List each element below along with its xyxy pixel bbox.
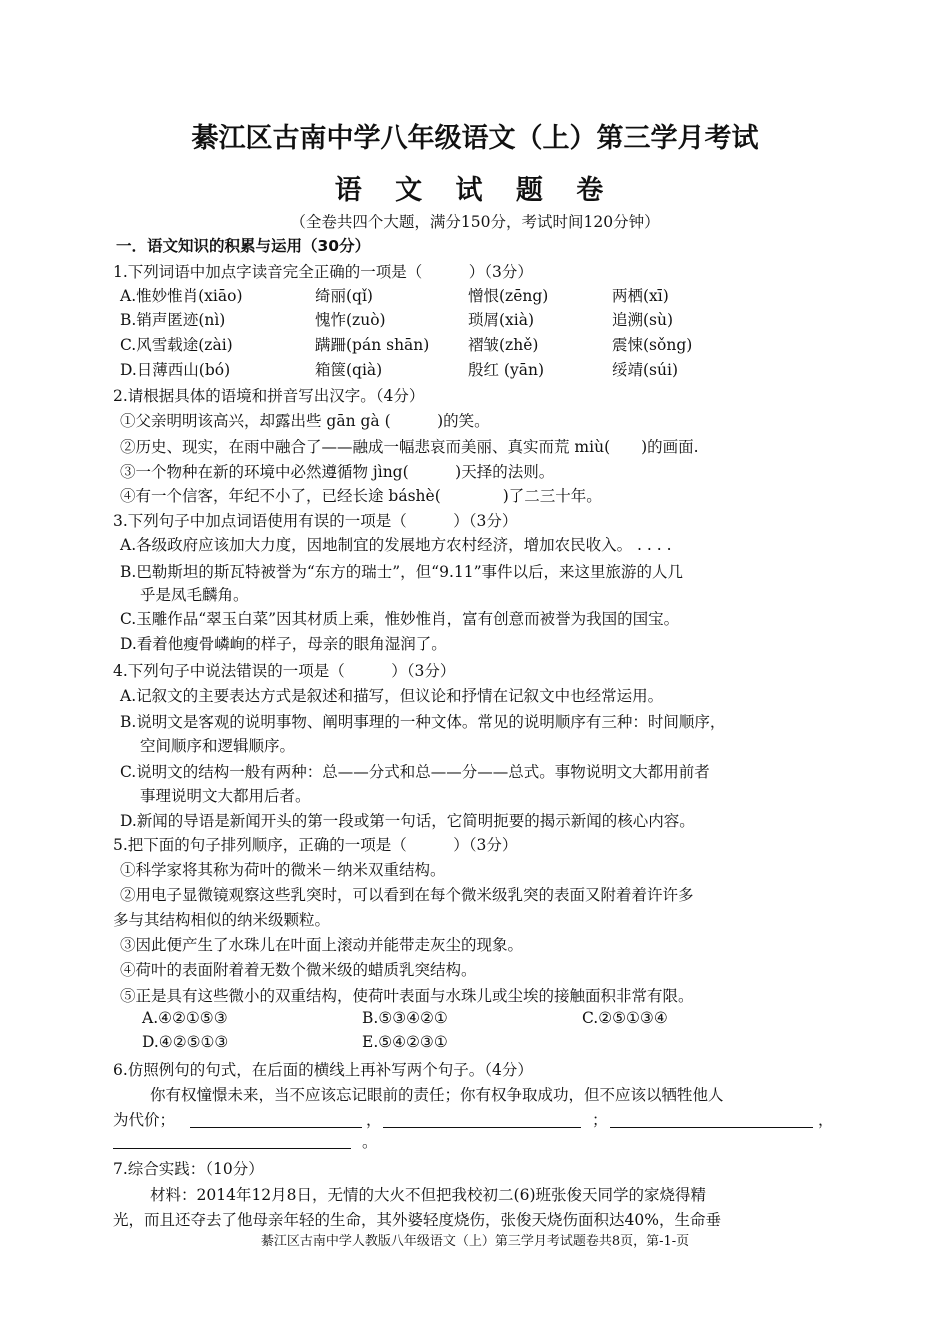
- q6-separator: ，: [818, 1111, 834, 1129]
- q5-choice: B.⑤③④②①: [362, 1009, 448, 1027]
- q1-option-word: 绮丽(qǐ): [315, 287, 373, 305]
- q1-option-word: 绥靖(súi): [612, 361, 678, 379]
- question-4-stem: 4.下列句子中说法错误的一项是（ ）（3分）: [113, 662, 456, 680]
- q5-sentence: ③因此便产生了水珠儿在叶面上滚动并能带走灰尘的现象。: [120, 936, 524, 954]
- question-1-stem: 1.下列词语中加点字读音完全正确的一项是（ ）（3分）: [113, 263, 533, 281]
- q5-choice: A.④②①⑤③: [142, 1009, 228, 1027]
- q6-example: 你有权憧憬未来，当不应该忘记眼前的责任；你有权争取成功，但不应该以牺牲他人: [150, 1086, 724, 1104]
- q1-option: C.风雪载途(zài): [120, 336, 233, 354]
- q1-option-word: 琐屑(xià): [468, 311, 535, 329]
- q1-option-word: 追溯(sù): [612, 311, 674, 329]
- q5-sentence: ①科学家将其称为荷叶的微米－纳米双重结构。: [120, 861, 446, 879]
- q4-option: A.记叙文的主要表达方式是叙述和描写，但议论和抒情在记叙文中也经常运用。: [120, 687, 664, 705]
- exam-subtitle: 语 文 试 题 卷: [334, 175, 616, 206]
- question-7-stem: 7.综合实践：（10分）: [113, 1160, 264, 1178]
- section-heading: 一．语文知识的积累与运用（30分）: [116, 237, 371, 255]
- exam-title: 綦江区古南中学八年级语文（上）第三学月考试: [191, 123, 759, 154]
- q1-option: A.惟妙惟肖(xiāo): [120, 287, 243, 305]
- q5-sentence: ⑤正是具有这些微小的双重结构，使荷叶表面与水珠儿或尘埃的接触面积非常有限。: [120, 987, 694, 1005]
- q6-answer-blank[interactable]: [190, 1127, 362, 1128]
- q5-choice: E.⑤④②③①: [362, 1033, 448, 1051]
- q3-option: A.各级政府应该加大力度，因地制宜的发展地方农村经济，增加农民收入。 . . . .: [120, 536, 672, 554]
- q1-option-word: 憎恨(zēng): [468, 287, 549, 305]
- q6-separator: ，: [366, 1111, 382, 1129]
- q3-option: C.玉雕作品“翠玉白菜”因其材质上乘，惟妙惟肖，富有创意而被誉为我国的国宝。: [120, 610, 680, 628]
- q1-option-word: 蹒跚(pán shān): [315, 336, 430, 354]
- q1-option-word: 殷红 (yān): [468, 361, 545, 379]
- q1-option-word: 两栖(xī): [612, 287, 669, 305]
- q4-option-cont: 空间顺序和逻辑顺序。: [140, 737, 296, 755]
- q3-option: B.巴勒斯坦的斯瓦特被誉为“东方的瑞士”，但“9.11”事件以后，来这里旅游的人几: [120, 563, 684, 581]
- q5-sentence-cont: 多与其结构相似的纳米级颗粒。: [113, 911, 331, 929]
- q1-option-word: 愧怍(zuò): [315, 311, 386, 329]
- q1-option-word: 震悚(sǒng): [612, 336, 693, 354]
- q6-answer-blank[interactable]: [610, 1127, 813, 1128]
- q5-sentence: ④荷叶的表面附着着无数个微米级的蜡质乳突结构。: [120, 961, 477, 979]
- page-footer: 綦江区古南中学人教版八年级语文（上）第三学月考试题卷共8页，第-1-页: [260, 1234, 690, 1249]
- q5-choice: D.④②⑤①③: [142, 1033, 229, 1051]
- q2-item: ④有一个信客，年纪不小了，已经长途 báshè( )了二三十年。: [120, 487, 602, 505]
- exam-info: （全卷共四个大题，满分150分，考试时间120分钟）: [290, 213, 660, 231]
- q6-answer-blank[interactable]: [383, 1127, 581, 1128]
- question-2-stem: 2.请根据具体的语境和拼音写出汉字。（4分）: [113, 387, 425, 405]
- question-5-stem: 5.把下面的句子排列顺序，正确的一项是（ ）（3分）: [113, 836, 518, 854]
- q6-example-end: 为代价；: [113, 1111, 176, 1129]
- q4-option: C.说明文的结构一般有两种：总——分式和总——分——总式。事物说明文大都用前者: [120, 763, 710, 781]
- q5-sentence: ②用电子显微镜观察这些乳突时，可以看到在每个微米级乳突的表面又附着着许许多: [120, 886, 694, 904]
- q6-end: 。: [362, 1133, 378, 1151]
- q5-choice: C.②⑤①③④: [582, 1009, 668, 1027]
- question-6-stem: 6.仿照例句的句式，在后面的横线上再补写两个句子。（4分）: [113, 1061, 533, 1079]
- q7-material: 材料：2014年12月8日，无情的大火不但把我校初二(6)班张俊天同学的家烧得精: [150, 1186, 706, 1204]
- q6-separator: ；: [592, 1111, 608, 1129]
- q4-option: B.说明文是客观的说明事物、阐明事理的一种文体。常见的说明顺序有三种：时间顺序，: [120, 713, 726, 731]
- q7-material: 光，而且还夺去了他母亲年轻的生命，其外婆轻度烧伤，张俊天烧伤面积达40%，生命垂: [113, 1211, 721, 1229]
- q1-option-word: 箱箧(qià): [315, 361, 383, 379]
- q3-option: D.看着他瘦骨嶙峋的样子，母亲的眼角湿润了。: [120, 635, 447, 653]
- q2-item: ①父亲明明该高兴，却露出些 gān gà ( )的笑。: [120, 412, 490, 430]
- q1-option-word: 褶皱(zhě): [468, 336, 539, 354]
- q4-option-cont: 事理说明文大都用后者。: [140, 787, 311, 805]
- q2-item: ②历史、现实，在雨中融合了——融成一幅悲哀而美丽、真实而荒 miù( )的画面.: [120, 438, 699, 456]
- q2-item: ③一个物种在新的环境中必然遵循物 jìng( )天择的法则。: [120, 463, 555, 481]
- q3-option-cont: 乎是凤毛麟角。: [140, 586, 249, 604]
- question-3-stem: 3.下列句子中加点词语使用有误的一项是（ ）（3分）: [113, 512, 518, 530]
- q4-option: D.新闻的导语是新闻开头的第一段或第一句话，它简明扼要的揭示新闻的核心内容。: [120, 812, 695, 830]
- q1-option: D.日薄西山(bó): [120, 361, 231, 379]
- q6-answer-blank[interactable]: [113, 1148, 351, 1149]
- q1-option: B.销声匿迹(nì): [120, 311, 226, 329]
